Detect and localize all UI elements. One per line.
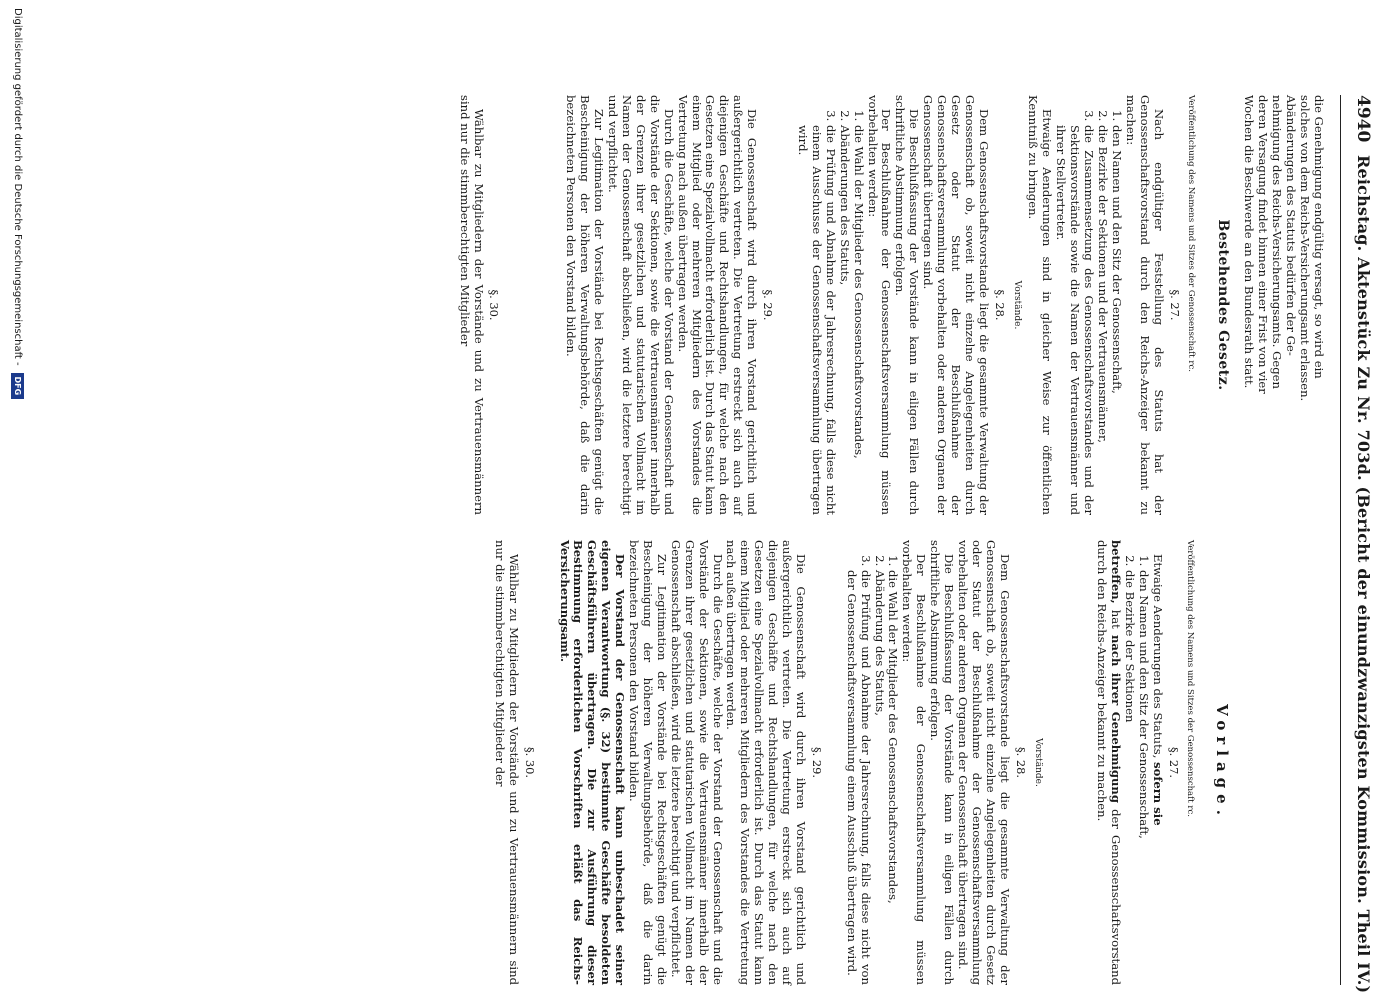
list-item: 3. die Prüfung und Abnahme der Jahresrechnung, falls diese nicht einem Ausschusse der Genossenschaftsversammlung übertragen wird. [795, 125, 837, 515]
right-s28-list [844, 540, 900, 985]
right-s27-continuation [1095, 540, 1123, 985]
left-column [457, 95, 1325, 515]
left-s29-label: §. 29. [761, 289, 776, 321]
right-s27-text-b: sofern sie [1151, 762, 1166, 826]
left-s30-label: §. 30. [487, 289, 502, 321]
list-item: 2. die Bezirke der Sektionen [1122, 570, 1136, 985]
list-item: 3. die Zusammensetzung des Genossenschaftsvorstandes und der Sektionsvorstände sowie die Namen der Vertrauensmänner und ihrer Stellvertreter. [1053, 125, 1095, 515]
left-s28-text3: Der Beschlußnahme der Genossenschaftsversammlung müssen vorbehalten werden: [865, 95, 894, 515]
left-section-heading: Veröffentlichung des Namens und Sitzes der Genossenschaft rc. [1185, 95, 1196, 372]
left-s29-text2: Durch die Geschäfte, welche der Vorstand der Genossenschaft und die Vorstände der Sektionen, sowie die Vertrauensmänner innerhalb der Grenzen ihrer gesetzlichen und statutarischen Vollmacht im Namen der Genossenschaft abschließen, wird die letztere berechtigt und verpflichtet. [606, 95, 676, 515]
right-s28-label: §. 28. [1013, 746, 1028, 779]
right-s29-text4: Der Vorstand der Genossenschaft kann unbeschadet seiner eigenen Verantwortung (§. 32) bestimmte Geschäfte besoldeten Geschäftsführern übertragen. Die zur Ausführung dieser Bestimmung erforderlichen Vorschriften erläßt das Reichs-Versicherungsamt. [557, 540, 628, 985]
right-s29-text1: Die Genossenschaft wird durch ihren Vorstand gerichtlich und außergerichtlich vertreten. Die Vertretung erstreckt sich auch auf diejenigen Geschäfte und Rechtshandlungen, für welche nach den Gesetzen eine Spezialvollmacht erforderlich ist. Durch das Statut kann einem Mitglied oder mehreren Mitgliedern des Vorstandes die Vertretung nach außen übertragen werden. [724, 540, 808, 985]
intro-text [1242, 95, 1325, 515]
list-item: 3. die Prüfung und Abnahme der Jahresrechnung, falls diese nicht von der Genossenschaftsversammlung einem Ausschuß übertragen wird. [844, 570, 872, 985]
intro-line: Wochen die Beschwerde an den Bundesrath statt. [1242, 95, 1257, 389]
left-s29-text1: Die Genossenschaft wird durch ihren Vorstand gerichtlich und außergerichtlich vertreten. Die Vertretung erstreckt sich auch auf diejenigen Geschäfte und Rechtshandlungen, für welche nach den Gesetzen eine Spezialvollmacht erforderlich ist. Durch das Statut kann einem Mitglied oder mehreren Mitgliedern des Vorstandes die Vertretung nach außen übertragen werden. [675, 95, 760, 515]
right-s29-text2: Durch die Geschäfte, welche der Vorstand der Genossenschaft und die Vorstände der Sektionen, sowie die Vertrauensmänner innerhalb der Grenzen ihrer gesetzlichen und statutarischen Vollmacht im Namen der Genossenschaft abschließen, wird die letztere berechtigt und verpflichtet. [668, 540, 725, 985]
right-s27-text [1150, 540, 1164, 985]
intro-line: deren Versagung findet binnen einer Frist von vier [1256, 95, 1271, 394]
right-column [492, 540, 1325, 985]
list-item: 1. den Namen und den Sitz der Genossenschaft, [1136, 570, 1150, 985]
dfg-logo: DFG [12, 373, 25, 399]
left-s28-label: §. 28. [992, 289, 1007, 321]
right-s27-text-d: hat [1109, 609, 1124, 629]
page-header-title: Reichstag. Aktenstück Zu Nr. 703d. (Bericht der einundzwanzigsten Kommission. Theil IV.) [1354, 155, 1373, 994]
left-s28-text2: Die Beschlußfassung der Vorstände kann in eiligen Fällen durch schriftliche Abstimmung erfolgen. [893, 95, 922, 515]
right-s27-text-e: nach ihrer Genehmigung [1109, 634, 1124, 803]
list-item: 2. Abänderung des Statuts, [872, 570, 886, 985]
intro-line: nehmigung des Reichs-Versicherungsamts. Gegen [1270, 95, 1285, 389]
page-number: 4940 [1353, 95, 1373, 143]
right-s28-text1: Dem Genossenschaftsvorstande liegt die gesammte Verwaltung der Genossenschaft ob, soweit nicht einzelne Angelegenheiten durch Gesetz oder Statut der Beschlußnahme der Genossenschaftsversammlung vorbehalten oder anderen Organen der Genossenschaft übertragen sind. [956, 540, 1012, 985]
list-item: 1. den Namen und den Sitz der Genossenschaft, [1109, 125, 1123, 515]
digitization-note-text: Digitalisierung gefördert durch die Deutsche Forschungsgemeinschaft - [12, 8, 23, 366]
right-s27-text-f: der Genossenschaftsvorstand durch den Reichs-Anzeiger bekannt zu machen. [1095, 540, 1124, 986]
right-s27-text-a: Etwaige Aenderungen des Statuts, [1151, 554, 1166, 759]
right-s27-text-c: betreffen, [1109, 540, 1124, 604]
right-section-heading: Veröffentlichung des Namens und Sitzes der Genossenschaft rc. [1185, 540, 1195, 817]
left-s28-text1: Dem Genossenschaftsvorstande liegt die gesammte Verwaltung der Genossenschaft ob, soweit nicht einzelne Angelegenheiten durch Gesetz oder Statut der Beschlußnahme der Genossenschaftsversammlung vorbehalten oder anderen Organen der Genossenschaft übertragen sind. [921, 95, 991, 515]
list-item: 2. Abänderungen des Statuts, [837, 125, 851, 515]
right-column-title: Vorlage. [1213, 704, 1231, 821]
page-header [1340, 95, 1381, 994]
left-s30-text: Wählbar zu Mitgliedern der Vorstände und zu Vertrauensmännern sind nur die stimmberechtigten Mitglieder [457, 95, 486, 515]
right-vorstaende-label: Vorstände. [1032, 738, 1043, 787]
intro-line: Abänderungen des Statuts bedürfen der Ge- [1284, 95, 1299, 356]
left-s27-label: §. 27. [1167, 289, 1182, 321]
intro-line: solches von dem Reichs-Versicherungsamt erlassen. [1298, 95, 1313, 402]
left-s29-text3: Zur Legitimation der Vorstände bei Rechtsgeschäften genügt die Bescheinigung der höheren Verwaltungsbehörde, daß die darin bezeichneten Personen den Vorstand bilden. [564, 95, 607, 515]
right-s30-label: §. 30. [522, 746, 537, 779]
right-s28-text3: Der Beschlußnahme der Genossenschaftsversammlung müssen vorbehalten werden: [900, 540, 929, 985]
intro-line: die Genehmigung endgültig versagt, so wird ein [1312, 95, 1326, 379]
right-s29-text3: Zur Legitimation der Vorstände bei Rechtsgeschäften genügt die Bescheinigung der höheren Verwaltungsbehörde, daß die darin bezeichneten Personen den Vorstand bilden. [627, 540, 669, 985]
right-s27-list [1122, 540, 1150, 985]
list-item: 1. die Wahl der Mitglieder des Genossenschaftsvorstandes, [851, 125, 865, 515]
digitization-note [6, 0, 28, 1008]
left-s27-list [1053, 95, 1123, 515]
right-s27-label: §. 27. [1167, 746, 1181, 779]
right-s29-label: §. 29. [809, 746, 824, 779]
left-vorstaende-label: Vorstände. [1011, 280, 1022, 330]
left-s27-closing: Etwaige Aenderungen sind in gleicher Weise zur öffentlichen Kenntniß zu bringen. [1026, 95, 1055, 515]
list-item: 2. die Bezirke der Sektionen und der Vertrauensmänner, [1095, 125, 1109, 515]
left-s27-text: Nach endgültiger Feststellung des Statuts hat der Genossenschaftsvorstand durch den Reichs-Anzeiger bekannt zu machen: [1123, 95, 1166, 515]
left-s28-list [795, 95, 865, 515]
right-s30-text: Wählbar zu Mitgliedern der Vorstände und zu Vertrauensmännern sind nur die stimmberechtigten Mitglieder der [492, 540, 521, 985]
list-item: 1. die Wahl der Mitglieder des Genossenschaftsvorstandes, [886, 570, 900, 985]
right-s28-text2: Die Beschlußfassung der Vorstände kann in eiligen Fällen durch schriftliche Abstimmung erfolgen. [928, 540, 957, 985]
left-column-title: Bestehendes Gesetz. [1214, 219, 1231, 391]
